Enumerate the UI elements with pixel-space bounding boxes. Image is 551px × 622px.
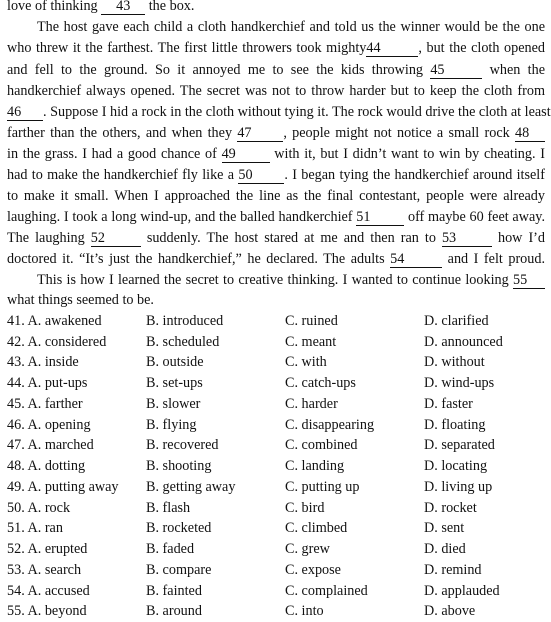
option-b: B. flying xyxy=(146,417,197,433)
option-b: B. outside xyxy=(146,354,204,370)
text: love of thinking xyxy=(7,0,102,14)
option-d: D. applauded xyxy=(424,583,500,599)
option-b: B. set-ups xyxy=(146,375,203,391)
passage-line-3 xyxy=(7,38,545,59)
text: what things seemed to be. xyxy=(7,292,154,308)
blank-53: 53 xyxy=(442,230,492,247)
text: , but the cloth opened xyxy=(418,40,545,56)
option-c: C. combined xyxy=(285,437,358,453)
option-b: B. compare xyxy=(146,562,212,578)
option-d: D. clarified xyxy=(424,313,489,329)
option-a: 51. A. ran xyxy=(7,520,63,536)
passage-line-7 xyxy=(7,123,545,144)
option-b: B. scheduled xyxy=(146,334,220,350)
option-b: B. faded xyxy=(146,541,195,557)
option-b: B. around xyxy=(146,603,202,619)
text: The laughing xyxy=(7,230,91,246)
option-a: 52. A. erupted xyxy=(7,541,88,557)
option-c: C. complained xyxy=(285,583,368,599)
option-c: C. into xyxy=(285,603,324,619)
text: . I began tying the handkerchief around itself xyxy=(284,167,545,183)
option-b: B. fainted xyxy=(146,583,202,599)
option-c: C. catch-ups xyxy=(285,375,356,391)
passage-line-8 xyxy=(7,144,545,165)
option-c: C. disappearing xyxy=(285,417,375,433)
option-a: 47. A. marched xyxy=(7,437,94,453)
option-d: D. sent xyxy=(424,520,465,536)
option-a: 43. A. inside xyxy=(7,354,79,370)
text: how I’d xyxy=(491,230,545,246)
option-d: D. above xyxy=(424,603,476,619)
option-d: D. remind xyxy=(424,562,482,578)
text: the box. xyxy=(145,0,195,14)
option-d: D. separated xyxy=(424,437,495,453)
passage-line-14 xyxy=(7,270,545,291)
option-a: 44. A. put-ups xyxy=(7,375,88,391)
passage-line-1 xyxy=(7,0,545,17)
option-d: D. announced xyxy=(424,334,503,350)
option-b: B. introduced xyxy=(146,313,224,329)
option-a: 55. A. beyond xyxy=(7,603,87,619)
blank-43: 43 xyxy=(101,0,145,15)
blank-46: 46 xyxy=(7,104,43,121)
option-a: 45. A. farther xyxy=(7,396,83,412)
option-b: B. slower xyxy=(146,396,201,412)
option-c: C. meant xyxy=(285,334,337,350)
passage-line-13 xyxy=(7,249,545,270)
passage-line-9 xyxy=(7,165,545,186)
passage-line-10 xyxy=(7,186,545,207)
blank-49: 49 xyxy=(222,146,270,163)
option-d: D. floating xyxy=(424,417,486,433)
text: suddenly. The host stared at me and then ran to xyxy=(140,230,442,246)
text: and I felt proud. xyxy=(442,251,545,267)
text: with it, but I didn’t want to win by cheating. I xyxy=(269,146,545,162)
blank-48: 48 xyxy=(515,125,545,142)
option-b: B. recovered xyxy=(146,437,219,453)
text: had to make the handkerchief fly like a xyxy=(7,167,239,183)
option-d: D. without xyxy=(424,354,485,370)
option-d: D. faster xyxy=(424,396,473,412)
option-d: D. locating xyxy=(424,458,488,474)
blank-50: 50 xyxy=(238,167,284,184)
option-d: D. rocket xyxy=(424,500,477,516)
option-c: C. grew xyxy=(285,541,330,557)
blank-44: 44 xyxy=(366,40,418,57)
text: . Suppose I hid a rock in the cloth without tying it. The rock would drive the cloth at least xyxy=(43,104,551,120)
option-c: C. climbed xyxy=(285,520,348,536)
passage-line-11 xyxy=(7,207,545,228)
option-c: C. harder xyxy=(285,396,338,412)
option-b: B. flash xyxy=(146,500,191,516)
option-c: C. with xyxy=(285,354,327,370)
text: laughing. I took a long wind-up, and the balled handkerchief xyxy=(7,209,357,225)
text: who threw it the farthest. The first little throwers took mighty xyxy=(7,40,367,56)
passage-line-4 xyxy=(7,60,545,81)
option-c: C. putting up xyxy=(285,479,360,495)
passage-line-2 xyxy=(7,17,545,38)
text: The host gave each child a cloth handkerchief and told us the winner would be the one xyxy=(37,19,545,35)
option-d: D. died xyxy=(424,541,466,557)
text: when the xyxy=(482,62,545,78)
text: and fell to the ground. So it annoyed me to see the kids throwing xyxy=(7,62,431,78)
option-d: D. wind-ups xyxy=(424,375,495,391)
text: off maybe 60 feet away. xyxy=(404,209,545,225)
text: doctored it. “It’s just the handkerchief,” he declared. The adults xyxy=(7,251,391,267)
option-d: D. living up xyxy=(424,479,493,495)
text: handkerchief always opened. The secret was not to throw harder but to keep the cloth from xyxy=(7,83,545,99)
blank-54: 54 xyxy=(390,251,442,268)
passage-line-5 xyxy=(7,81,545,102)
passage-line-6 xyxy=(7,102,551,123)
option-a: 42. A. considered xyxy=(7,334,107,350)
option-b: B. shooting xyxy=(146,458,212,474)
option-b: B. rocketed xyxy=(146,520,212,536)
passage-line-15 xyxy=(7,290,545,311)
option-c: C. ruined xyxy=(285,313,338,329)
text: to make it small. When I approached the line as the final contestant, people were already xyxy=(7,188,545,204)
option-c: C. landing xyxy=(285,458,345,474)
option-a: 50. A. rock xyxy=(7,500,71,516)
option-a: 53. A. search xyxy=(7,562,82,578)
blank-45: 45 xyxy=(430,62,482,79)
blank-47: 47 xyxy=(237,125,283,142)
blank-51: 51 xyxy=(356,209,404,226)
option-a: 41. A. awakened xyxy=(7,313,102,329)
text: This is how I learned the secret to creative thinking. I wanted to continue looking xyxy=(37,272,513,288)
option-a: 49. A. putting away xyxy=(7,479,119,495)
option-a: 46. A. opening xyxy=(7,417,91,433)
option-a: 48. A. dotting xyxy=(7,458,86,474)
option-a: 54. A. accused xyxy=(7,583,90,599)
text: , people might not notice a small rock xyxy=(283,125,515,141)
text: farther than the others, and when they xyxy=(7,125,238,141)
option-c: C. expose xyxy=(285,562,341,578)
blank-55: 55 xyxy=(513,272,545,289)
option-c: C. bird xyxy=(285,500,325,516)
passage-line-12 xyxy=(7,228,545,249)
blank-52: 52 xyxy=(91,230,141,247)
option-b: B. getting away xyxy=(146,479,236,495)
text: in the grass. I had a good chance of xyxy=(7,146,222,162)
